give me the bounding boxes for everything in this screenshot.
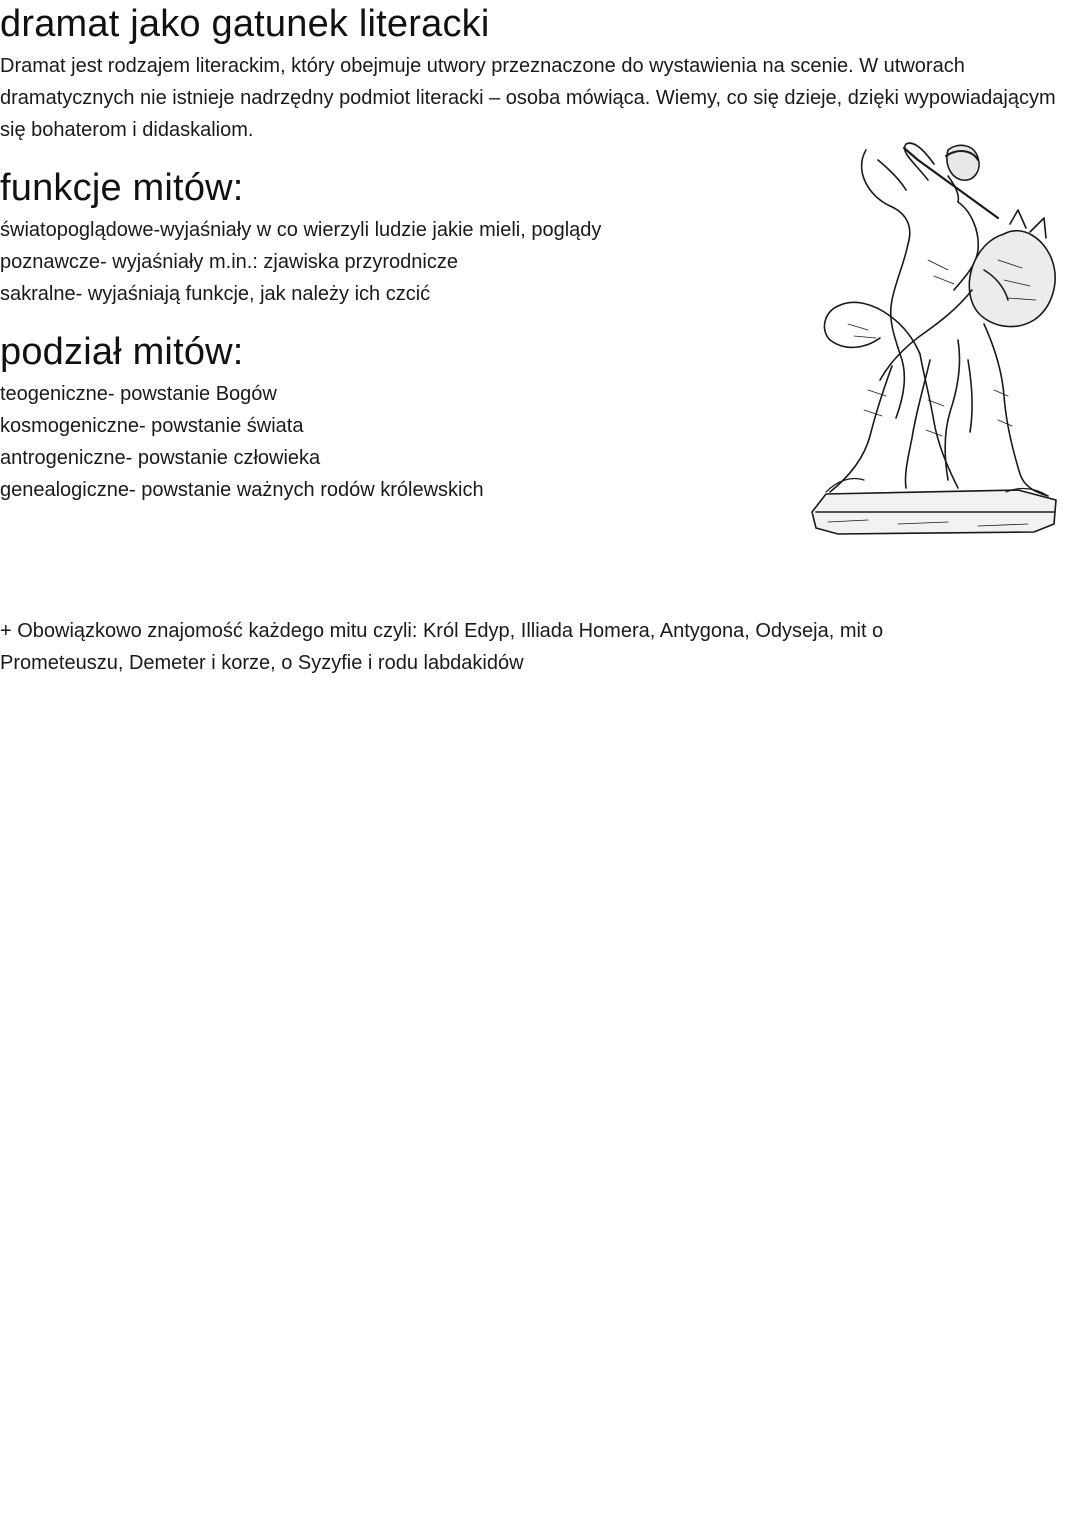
list-item: światopoglądowe-wyjaśniały w co wierzyli ludzie jakie mieli, poglądy bbox=[0, 219, 602, 241]
list-item: genealogiczne- powstanie ważnych rodów królewskich bbox=[0, 479, 484, 501]
list-item: kosmogeniczne- powstanie świata bbox=[0, 415, 304, 437]
required-myths-note bbox=[0, 615, 883, 679]
list-item: poznawcze- wyjaśniały m.in.: zjawiska przyrodnicze bbox=[0, 251, 458, 273]
myth-functions-list bbox=[0, 214, 601, 310]
drama-paragraph-line: dramatycznych nie istnieje nadrzędny podmiot literacki – osoba mówiąca. Wiemy, co się dzieje, dzięki wypowiadającym bbox=[0, 87, 1056, 109]
myth-division-list bbox=[0, 378, 484, 506]
note-line: + Obowiązkowo znajomość każdego mitu czyli: Król Edyp, Illiada Homera, Antygona, Odyseja, mit o bbox=[0, 620, 884, 642]
drama-paragraph bbox=[0, 50, 1080, 146]
list-item: teogeniczne- powstanie Bogów bbox=[0, 383, 277, 405]
heading-drama: dramat jako gatunek literacki bbox=[0, 3, 490, 45]
heading-myth-division: podział mitów: bbox=[0, 331, 244, 373]
drama-paragraph-line: Dramat jest rodzajem literackim, który obejmuje utwory przeznaczone do wystawienia na scenie. W utworach bbox=[0, 55, 965, 77]
theseus-minotaur-statue-illustration bbox=[808, 140, 1064, 540]
list-item: antrogeniczne- powstanie człowieka bbox=[0, 447, 321, 469]
list-item: sakralne- wyjaśniają funkcje, jak należy ich czcić bbox=[0, 283, 431, 305]
note-line: Prometeuszu, Demeter i korze, o Syzyfie i rodu labdakidów bbox=[0, 652, 524, 674]
heading-myth-functions: funkcje mitów: bbox=[0, 167, 244, 209]
drama-paragraph-line: się bohaterom i didaskaliom. bbox=[0, 119, 254, 141]
